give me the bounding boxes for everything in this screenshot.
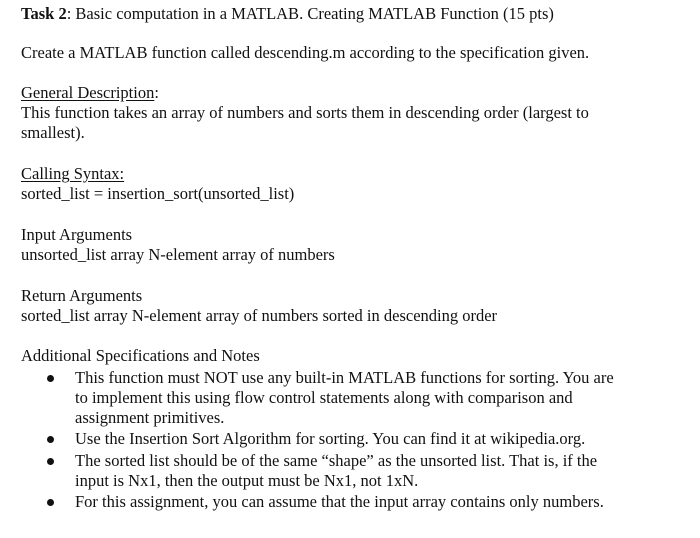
task-title-text: : Basic computation in a MATLAB. Creating MATLAB Function (15 pts)	[66, 4, 554, 23]
bullet-icon	[47, 458, 54, 465]
additional-specs-heading: Additional Specifications and Notes	[21, 346, 260, 365]
input-arguments-heading: Input Arguments	[21, 225, 133, 244]
bullet-line: input is Nx1, then the output must be Nx1, not 1xN.	[75, 471, 419, 490]
bullet-line: The sorted list should be of the same “shape” as the unsorted list. That is, if the	[75, 451, 598, 470]
task-title	[21, 4, 554, 24]
bullet-icon	[47, 375, 54, 382]
general-description-heading	[21, 83, 159, 103]
bullet-line: This function must NOT use any built-in MATLAB functions for sorting. You are	[75, 368, 614, 387]
return-arguments-heading: Return Arguments	[21, 286, 143, 305]
return-arguments-text: sorted_list array N-element array of numbers sorted in descending order	[21, 306, 498, 325]
calling-syntax-text: sorted_list = insertion_sort(unsorted_list)	[21, 184, 295, 203]
general-description-colon: :	[154, 83, 159, 102]
intro-text: Create a MATLAB function called descending.m according to the specification given.	[21, 43, 590, 62]
bullet-icon	[47, 436, 54, 443]
general-description-line: smallest).	[21, 123, 85, 142]
calling-syntax-heading: Calling Syntax:	[21, 164, 125, 183]
bullet-icon	[47, 499, 54, 506]
general-description-heading-text: General Description	[21, 83, 155, 102]
general-description-line: This function takes an array of numbers and sorts them in descending order (largest to	[21, 103, 589, 122]
task-label: Task 2	[21, 4, 67, 23]
bullet-line: For this assignment, you can assume that the input array contains only numbers.	[75, 492, 604, 511]
bullet-line: to implement this using flow control statements along with comparison and	[75, 388, 573, 407]
bullet-line: assignment primitives.	[75, 408, 225, 427]
input-arguments-text: unsorted_list array N-element array of numbers	[21, 245, 335, 264]
bullet-line: Use the Insertion Sort Algorithm for sorting. You can find it at wikipedia.org.	[75, 429, 586, 448]
